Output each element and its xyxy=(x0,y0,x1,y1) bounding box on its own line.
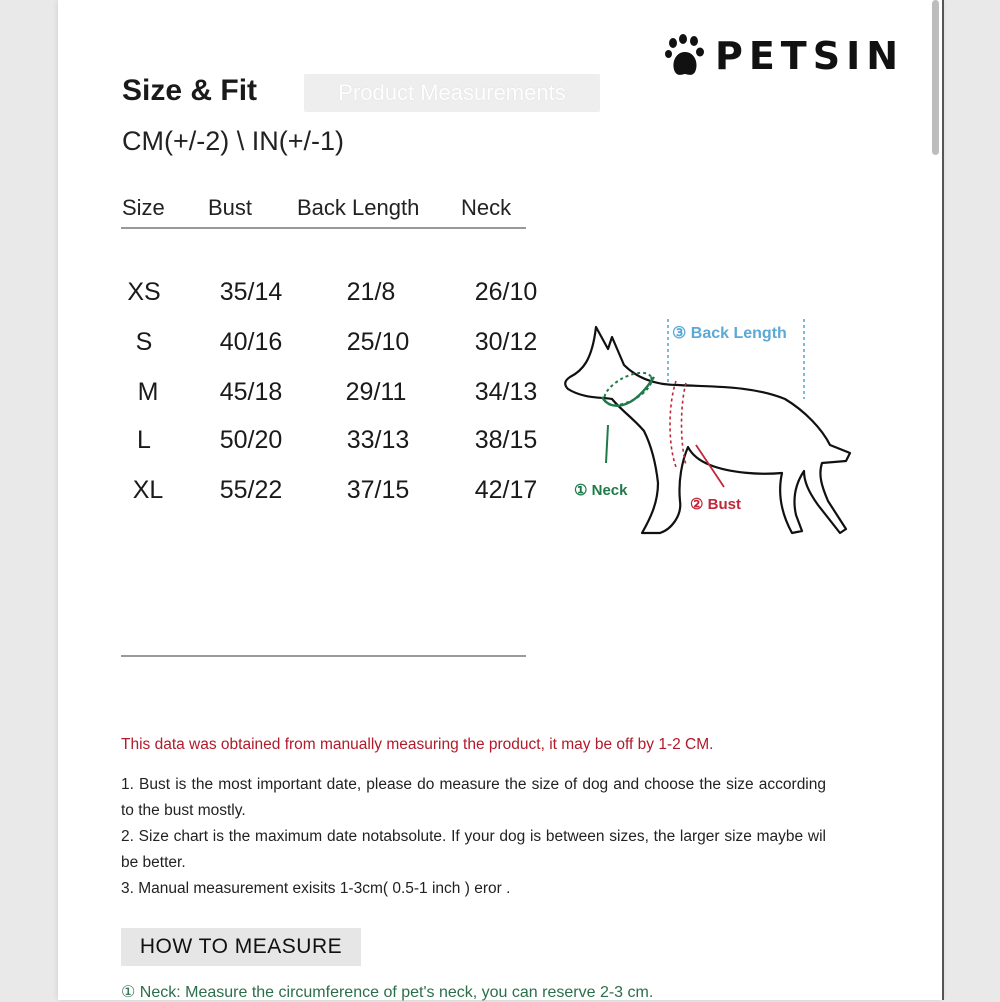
bust-marker xyxy=(670,381,724,487)
cell-neck: 34/13 xyxy=(474,378,538,406)
column-header-back-length: Back Length xyxy=(297,195,420,220)
measure-step-neck: ① Neck: Measure the circumference of pet's neck, you can reserve 2-3 cm. xyxy=(121,984,654,1001)
measurement-disclaimer: This data was obtained from manually measuring the product, it may be off by 1-2 CM. xyxy=(121,736,714,753)
column-header-size: Size xyxy=(122,195,165,220)
dog-measurement-diagram xyxy=(560,315,860,545)
page-title: Size & Fit xyxy=(122,74,258,107)
how-to-measure-heading: HOW TO MEASURE xyxy=(121,928,361,966)
cell-size: XL xyxy=(132,476,164,504)
cell-back-length: 21/8 xyxy=(346,278,396,306)
bust-label: ② Bust xyxy=(690,496,741,513)
cell-size: XS xyxy=(127,278,161,306)
cell-back-length: 37/15 xyxy=(346,476,410,504)
brand-logo xyxy=(665,32,904,80)
cell-neck: 38/15 xyxy=(474,426,538,454)
cell-bust: 50/20 xyxy=(219,426,283,454)
table-bottom-divider xyxy=(121,655,526,657)
notes-list xyxy=(121,772,826,902)
cell-bust: 40/16 xyxy=(219,328,283,356)
cell-size: L xyxy=(137,426,151,454)
note-item: 1. Bust is the most important date, please do measure the size of dog and choose the size according to the bust mostly. xyxy=(121,776,826,819)
header-divider xyxy=(121,227,526,229)
cell-neck: 42/17 xyxy=(474,476,538,504)
cell-neck: 30/12 xyxy=(474,328,538,356)
cell-back-length: 29/11 xyxy=(345,378,407,406)
cell-bust: 35/14 xyxy=(219,278,283,306)
neck-label: ① Neck xyxy=(574,482,628,499)
cell-size: M xyxy=(137,378,159,406)
product-measurements-badge: Product Measurements xyxy=(304,74,600,112)
units-label: CM(+/-2) \ IN(+/-1) xyxy=(122,126,345,156)
page-edge xyxy=(942,0,944,1000)
cell-size: S xyxy=(135,328,153,356)
note-item: 3. Manual measurement exisits 1-3cm( 0.5-1 inch ) eror . xyxy=(121,880,511,897)
note-item: 2. Size chart is the maximum date notabsolute. If your dog is between sizes, the larger size maybe wil be better. xyxy=(121,828,826,871)
column-header-neck: Neck xyxy=(461,195,512,220)
column-header-bust: Bust xyxy=(208,195,253,220)
cell-bust: 55/22 xyxy=(219,476,283,504)
back-length-label: ③ Back Length xyxy=(672,325,787,342)
cell-back-length: 33/13 xyxy=(346,426,410,454)
paw-icon xyxy=(665,34,705,78)
brand-name: PETSIN xyxy=(715,34,905,78)
cell-bust: 45/18 xyxy=(219,378,283,406)
cell-back-length: 25/10 xyxy=(346,328,410,356)
scrollbar[interactable] xyxy=(932,0,939,155)
cell-neck: 26/10 xyxy=(474,278,538,306)
